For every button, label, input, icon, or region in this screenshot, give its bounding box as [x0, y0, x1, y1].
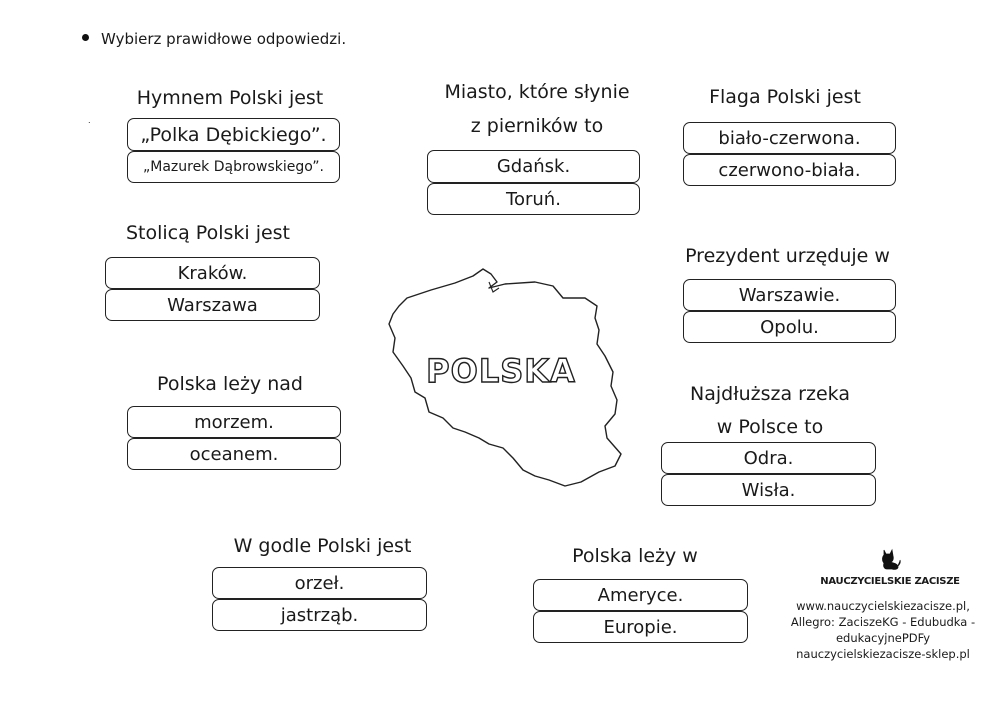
option-lezy-nad-2[interactable]: oceanem. — [127, 438, 341, 470]
cat-silhouette-icon — [878, 548, 902, 570]
logo-brand: NAUCZYCIELSKIE ZACISZE — [820, 576, 960, 587]
option-lezy-w-1[interactable]: Ameryce. — [533, 579, 748, 611]
question-lezy-nad: Polska leży nad — [157, 373, 303, 395]
instruction-text: Wybierz prawidłowe odpowiedzi. — [101, 30, 347, 48]
option-godlo-1[interactable]: orzeł. — [212, 567, 427, 599]
credits-line-2: Allegro: ZaciszeKG - Edubudka - — [790, 615, 976, 629]
option-godlo-2[interactable]: jastrząb. — [212, 599, 427, 631]
question-miasto-line1: Miasto, które słynie — [444, 81, 630, 103]
question-prezydent: Prezydent urzęduje w — [685, 245, 890, 267]
option-miasto-1[interactable]: Gdańsk. — [427, 150, 640, 183]
option-lezy-w-2[interactable]: Europie. — [533, 611, 748, 643]
option-stolica-2[interactable]: Warszawa — [105, 289, 320, 321]
question-hymn: Hymnem Polski jest — [136, 87, 324, 109]
poland-map — [385, 268, 630, 498]
instruction — [82, 30, 346, 48]
question-lezy-w: Polska leży w — [572, 545, 698, 567]
question-rzeka-line2: w Polsce to — [716, 416, 824, 438]
option-flaga-2[interactable]: czerwono-biała. — [683, 154, 896, 186]
question-flaga: Flaga Polski jest — [709, 86, 861, 108]
option-hymn-1[interactable]: „Polka Dębickiego”. — [127, 118, 340, 151]
option-rzeka-1[interactable]: Odra. — [661, 442, 876, 474]
option-stolica-1[interactable]: Kraków. — [105, 257, 320, 289]
question-rzeka-line1: Najdłuższa rzeka — [690, 383, 850, 405]
option-prezydent-2[interactable]: Opolu. — [683, 311, 896, 343]
bullet-icon — [82, 34, 89, 41]
option-miasto-2[interactable]: Toruń. — [427, 183, 640, 215]
question-godlo: W godle Polski jest — [233, 535, 412, 557]
option-hymn-2[interactable]: „Mazurek Dąbrowskiego”. — [127, 151, 340, 183]
question-stolica: Stolicą Polski jest — [125, 222, 291, 244]
option-rzeka-2[interactable]: Wisła. — [661, 474, 876, 506]
credits — [776, 598, 990, 662]
credits-line-4: nauczycielskiezacisze-sklep.pl — [796, 647, 970, 661]
credits-line-3: edukacyjnePDFy — [835, 631, 930, 645]
stray-mark: . — [88, 116, 91, 125]
option-lezy-nad-1[interactable]: morzem. — [127, 406, 341, 438]
option-prezydent-1[interactable]: Warszawie. — [683, 279, 896, 311]
option-flaga-1[interactable]: biało-czerwona. — [683, 122, 896, 154]
credits-line-1: www.nauczycielskiezacisze.pl, — [796, 599, 970, 613]
map-label: POLSKA — [426, 352, 576, 390]
logo — [800, 548, 980, 587]
question-miasto-line2: z pierników to — [470, 115, 604, 137]
